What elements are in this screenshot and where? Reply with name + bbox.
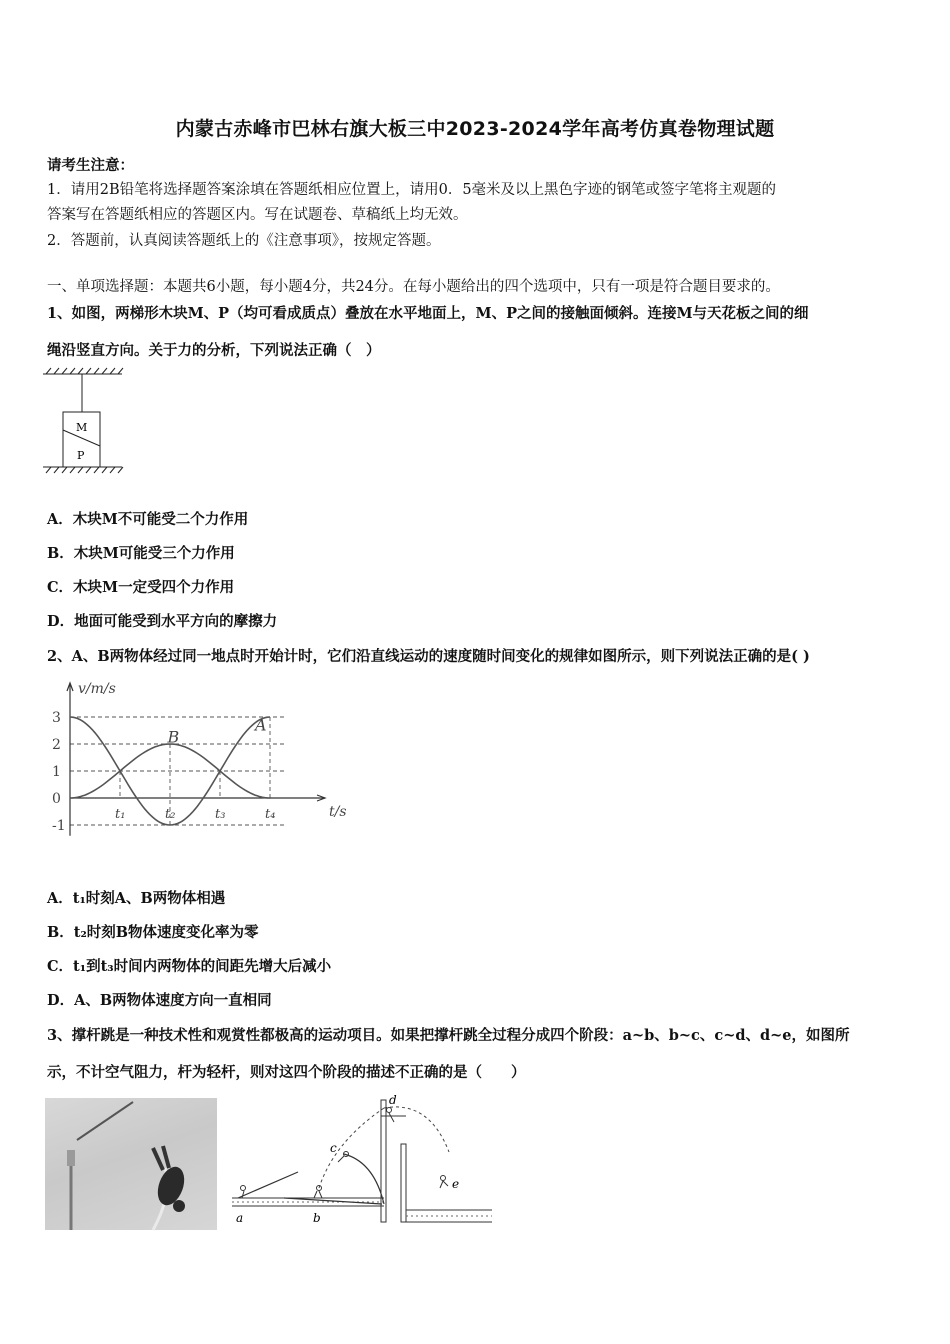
q1-option-d: D．地面可能受到水平方向的摩擦力 xyxy=(47,613,278,630)
y-tick-label: 0 xyxy=(52,791,61,807)
y-tick-label: -1 xyxy=(52,818,66,834)
notice-line-1a: 1．请用2B铅笔将选择题答案涂填在答题纸相应位置上，请用0．5毫米及以上黑色字迹的钢笔或签字笔将主观题的 xyxy=(47,182,777,198)
notice-line-2: 2．答题前，认真阅读答题纸上的《注意事项》，按规定答题。 xyxy=(47,233,441,249)
pole-vault-photo-drawing xyxy=(45,1098,217,1230)
notice-heading: 请考生注意： xyxy=(47,157,134,174)
stage-label-d: d xyxy=(389,1093,397,1107)
series-a-label: A xyxy=(255,715,267,735)
ground-hatch xyxy=(43,467,123,473)
q3-stem-b: 示，不计空气阻力，杆为轻杆，则对这四个阶段的描述不正确的是（ ） xyxy=(47,1064,526,1081)
x-tick-label: t₄ xyxy=(265,807,276,822)
q2-option-d: D．A、B两物体速度方向一直相同 xyxy=(47,992,272,1009)
notice-line-1b: 答案写在答题纸相应的答题区内。写在试题卷、草稿纸上均无效。 xyxy=(47,207,468,223)
page-title: 内蒙古赤峰市巴林右旗大板三中2023-2024学年高考仿真卷物理试题 xyxy=(175,118,775,140)
x-tick-label: t₁ xyxy=(115,807,126,822)
q2-option-c: C．t₁到t₃时间内两物体的间距先增大后减小 xyxy=(47,958,332,975)
q1-option-c: C．木块M一定受四个力作用 xyxy=(47,579,235,596)
q3-stem-a: 3、撑杆跳是一种技术性和观赏性都极高的运动项目。如果把撑杆跳全过程分成四个阶段：a~b、b~c、c~d、d~e，如图所 xyxy=(47,1027,850,1044)
stage-label-b: b xyxy=(313,1211,321,1225)
q2-vt-chart xyxy=(40,677,347,842)
q1-stem-b: 绳沿竖直方向。关于力的分析，下列说法正确（ ） xyxy=(47,342,381,359)
ceiling-hatch xyxy=(43,368,123,374)
q1-stem-a: 1、如图，两梯形木块M、P（均可看成质点）叠放在水平地面上，M、P之间的接触面倾斜。连接M与天花板之间的细 xyxy=(47,305,809,322)
y-tick-label: 3 xyxy=(52,710,61,726)
q1-figure xyxy=(40,366,130,478)
block-m-label: M xyxy=(76,421,88,434)
pole-vault-diagram xyxy=(224,1092,494,1232)
y-tick-label: 1 xyxy=(52,764,61,780)
y-tick-label: 2 xyxy=(52,737,61,753)
stage-label-a: a xyxy=(236,1211,244,1225)
y-axis-label: v/m/s xyxy=(78,681,116,697)
x-tick-label: t₃ xyxy=(215,807,226,822)
q1-option-b: B．木块M可能受三个力作用 xyxy=(47,545,235,562)
block-p-label: P xyxy=(77,449,85,462)
section-heading: 一、单项选择题：本题共6小题，每小题4分，共24分。在每小题给出的四个选项中，只有一项是符合题目要求的。 xyxy=(47,279,780,295)
x-axis-label: t/s xyxy=(329,804,347,820)
chart-ticks xyxy=(52,710,275,834)
stage-label-e: e xyxy=(452,1177,460,1191)
x-tick-label: t₂ xyxy=(165,807,176,822)
q2-stem: 2、A、B两物体经过同一地点时开始计时，它们沿直线运动的速度随时间变化的规律如图所示，则下列说法正确的是( ) xyxy=(47,648,810,665)
q2-option-b: B．t₂时刻B物体速度变化率为零 xyxy=(47,924,259,941)
chart-axes xyxy=(67,681,347,836)
q2-option-a: A．t₁时刻A、B两物体相遇 xyxy=(47,890,226,907)
stage-label-c: c xyxy=(330,1141,337,1155)
q1-option-a: A．木块M不可能受二个力作用 xyxy=(47,511,249,528)
pole-vault-photo xyxy=(45,1098,217,1230)
series-b-label: B xyxy=(167,727,180,747)
